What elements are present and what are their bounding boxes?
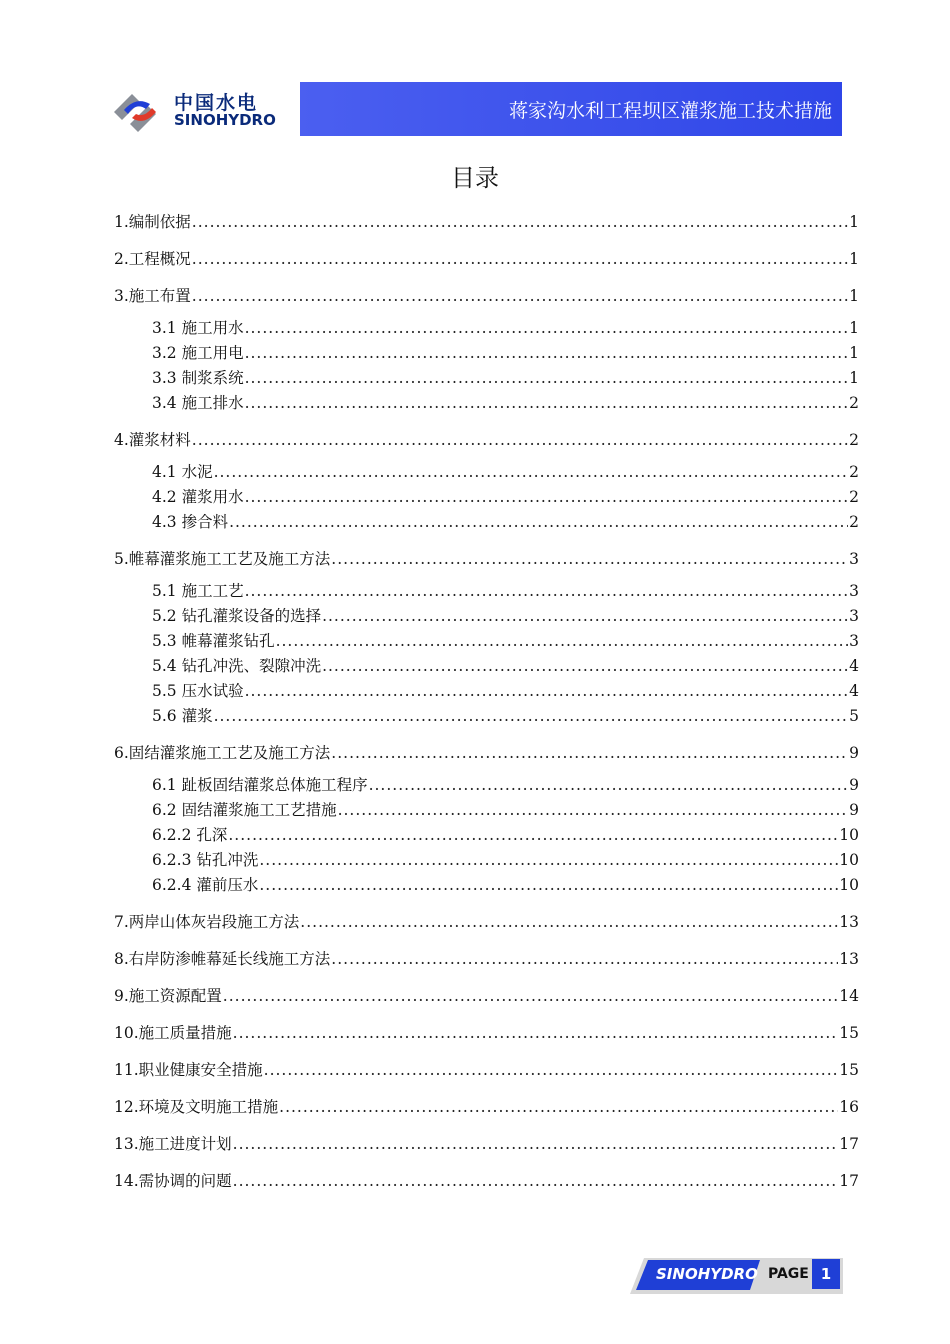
toc-leader-dots	[264, 1060, 839, 1080]
toc-entry[interactable]	[114, 875, 859, 895]
toc-leader-dots	[192, 249, 848, 269]
toc-entry[interactable]	[114, 706, 859, 726]
document-title: 蒋家沟水利工程坝区灌浆施工技术措施	[508, 99, 832, 122]
toc-leader-dots	[331, 743, 848, 763]
sinohydro-logo-icon	[110, 84, 170, 134]
toc-heading: 目录	[451, 164, 499, 192]
toc-entry[interactable]	[114, 775, 859, 795]
toc-entry[interactable]	[114, 393, 859, 413]
toc-entry-page: 1	[849, 213, 859, 231]
toc-entry-label: 5.4 钻孔冲洗、裂隙冲洗	[152, 657, 322, 675]
toc-entry-label: 6.2.3 钻孔冲洗	[152, 851, 259, 869]
toc-entry-label: 4.2 灌浆用水	[152, 488, 244, 506]
toc-entry[interactable]	[114, 912, 859, 932]
toc-entry-label: 3.3 制浆系统	[152, 369, 244, 387]
toc-entry-label: 12.环境及文明施工措施	[114, 1098, 279, 1116]
toc-entry-label: 4.1 水泥	[152, 463, 213, 481]
toc-entry-page: 1	[849, 344, 859, 362]
toc-leader-dots	[331, 549, 848, 569]
toc-entry[interactable]	[114, 462, 859, 482]
toc-leader-dots	[245, 318, 849, 338]
logo-english-text: SINOHYDRO	[174, 111, 276, 129]
toc-leader-dots	[279, 1097, 838, 1117]
toc-leader-dots	[192, 212, 848, 232]
toc-entry-page: 2	[849, 513, 859, 531]
company-logo	[110, 82, 280, 136]
toc-leader-dots	[322, 606, 848, 626]
toc-leader-dots	[229, 512, 848, 532]
toc-entry-label: 8.右岸防渗帷幕延长线施工方法	[114, 950, 331, 968]
toc-entry-label: 3.2 施工用电	[152, 344, 244, 362]
toc-entry[interactable]	[114, 1171, 859, 1191]
toc-entry-label: 9.施工资源配置	[114, 987, 222, 1005]
toc-entry-page: 13	[839, 950, 859, 968]
toc-entry[interactable]	[114, 986, 859, 1006]
toc-leader-dots	[245, 487, 849, 507]
toc-entry-page: 2	[849, 394, 859, 412]
toc-entry[interactable]	[114, 1023, 859, 1043]
toc-entry-page: 9	[849, 744, 859, 762]
toc-entry-label: 3.4 施工排水	[152, 394, 244, 412]
toc-entry[interactable]	[114, 850, 859, 870]
toc-leader-dots	[228, 825, 838, 845]
toc-leader-dots	[233, 1171, 839, 1191]
table-of-contents	[114, 212, 859, 1191]
toc-entry-label: 5.6 灌浆	[152, 707, 213, 725]
toc-entry[interactable]	[114, 430, 859, 450]
toc-entry[interactable]	[114, 656, 859, 676]
toc-entry-page: 13	[839, 913, 859, 931]
toc-entry-page: 15	[839, 1024, 859, 1042]
toc-entry-label: 7.两岸山体灰岩段施工方法	[114, 913, 300, 931]
toc-entry[interactable]	[114, 1134, 859, 1154]
toc-entry-label: 6.2 固结灌浆施工工艺措施	[152, 801, 337, 819]
toc-entry-label: 4.3 掺合料	[152, 513, 229, 531]
toc-entry-label: 3.1 施工用水	[152, 319, 244, 337]
toc-entry[interactable]	[114, 606, 859, 626]
toc-entry[interactable]	[114, 825, 859, 845]
toc-entry-label: 14.需协调的问题	[114, 1172, 232, 1190]
toc-leader-dots	[259, 875, 838, 895]
toc-entry-page: 10	[839, 876, 859, 894]
toc-leader-dots	[192, 430, 848, 450]
toc-entry[interactable]	[114, 1097, 859, 1117]
toc-entry[interactable]	[114, 949, 859, 969]
toc-entry-page: 15	[839, 1061, 859, 1079]
toc-leader-dots	[233, 1023, 839, 1043]
toc-entry-page: 17	[839, 1172, 859, 1190]
page-header	[110, 82, 842, 136]
toc-entry-page: 1	[849, 250, 859, 268]
toc-entry[interactable]	[114, 1060, 859, 1080]
toc-entry[interactable]	[114, 800, 859, 820]
toc-leader-dots	[300, 912, 838, 932]
toc-entry-page: 10	[839, 851, 859, 869]
toc-leader-dots	[322, 656, 848, 676]
toc-entry-label: 3.施工布置	[114, 287, 191, 305]
header-title-bar	[300, 82, 842, 136]
toc-leader-dots	[214, 462, 849, 482]
toc-entry[interactable]	[114, 487, 859, 507]
toc-entry-label: 6.固结灌浆施工工艺及施工方法	[114, 744, 331, 762]
toc-entry-label: 5.2 钻孔灌浆设备的选择	[152, 607, 322, 625]
toc-entry-page: 1	[849, 319, 859, 337]
toc-leader-dots	[214, 706, 849, 726]
toc-entry[interactable]	[114, 681, 859, 701]
toc-entry-page: 2	[849, 488, 859, 506]
toc-entry-label: 4.灌浆材料	[114, 431, 191, 449]
toc-leader-dots	[369, 775, 849, 795]
toc-entry-page: 2	[849, 463, 859, 481]
toc-entry-label: 5.1 施工工艺	[152, 582, 244, 600]
toc-entry[interactable]	[114, 512, 859, 532]
toc-leader-dots	[245, 581, 849, 601]
toc-entry[interactable]	[114, 249, 859, 269]
toc-entry[interactable]	[114, 549, 859, 569]
toc-entry[interactable]	[114, 318, 859, 338]
toc-leader-dots	[245, 681, 849, 701]
toc-entry-page: 16	[839, 1098, 859, 1116]
toc-entry-label: 6.1 趾板固结灌浆总体施工程序	[152, 776, 368, 794]
toc-leader-dots	[259, 850, 838, 870]
toc-entry-page: 3	[849, 550, 859, 568]
toc-leader-dots	[233, 1134, 839, 1154]
toc-entry[interactable]	[114, 286, 859, 306]
toc-entry[interactable]	[114, 743, 859, 763]
toc-entry-page: 3	[849, 607, 859, 625]
toc-entry-page: 5	[849, 707, 859, 725]
toc-entry-label: 13.施工进度计划	[114, 1135, 232, 1153]
footer-page-number: 1	[812, 1259, 840, 1289]
toc-entry[interactable]	[114, 368, 859, 388]
toc-leader-dots	[223, 986, 838, 1006]
toc-entry-page: 3	[849, 582, 859, 600]
footer-brand: SINOHYDRO	[656, 1265, 758, 1283]
toc-entry-label: 5.帷幕灌浆施工工艺及施工方法	[114, 550, 331, 568]
toc-entry-page: 1	[849, 369, 859, 387]
footer-page-label: PAGE	[768, 1266, 809, 1282]
toc-entry-page: 9	[849, 776, 859, 794]
toc-entry-label: 6.2.2 孔深	[152, 826, 228, 844]
toc-entry-page: 2	[849, 431, 859, 449]
toc-leader-dots	[276, 631, 849, 651]
toc-entry[interactable]	[114, 631, 859, 651]
toc-entry-page: 3	[849, 632, 859, 650]
toc-entry-label: 11.职业健康安全措施	[114, 1061, 263, 1079]
toc-entry-label: 10.施工质量措施	[114, 1024, 232, 1042]
logo-chinese-text: 中国水电	[174, 92, 259, 114]
toc-entry-label: 5.3 帷幕灌浆钻孔	[152, 632, 275, 650]
toc-entry-page: 14	[839, 987, 859, 1005]
toc-leader-dots	[245, 393, 849, 413]
toc-leader-dots	[245, 343, 849, 363]
toc-entry-page: 9	[849, 801, 859, 819]
toc-entry[interactable]	[114, 343, 859, 363]
toc-leader-dots	[245, 368, 849, 388]
toc-entry-page: 1	[849, 287, 859, 305]
toc-entry-page: 4	[849, 657, 859, 675]
page-footer	[630, 1256, 845, 1296]
toc-entry-label: 6.2.4 灌前压水	[152, 876, 259, 894]
toc-entry-label: 1.编制依据	[114, 213, 191, 231]
toc-entry-page: 10	[839, 826, 859, 844]
toc-leader-dots	[331, 949, 838, 969]
toc-entry[interactable]	[114, 212, 859, 232]
toc-entry-label: 5.5 压水试验	[152, 682, 244, 700]
toc-leader-dots	[338, 800, 849, 820]
toc-leader-dots	[192, 286, 848, 306]
toc-entry[interactable]	[114, 581, 859, 601]
toc-entry-page: 17	[839, 1135, 859, 1153]
toc-entry-label: 2.工程概况	[114, 250, 191, 268]
toc-entry-page: 4	[849, 682, 859, 700]
